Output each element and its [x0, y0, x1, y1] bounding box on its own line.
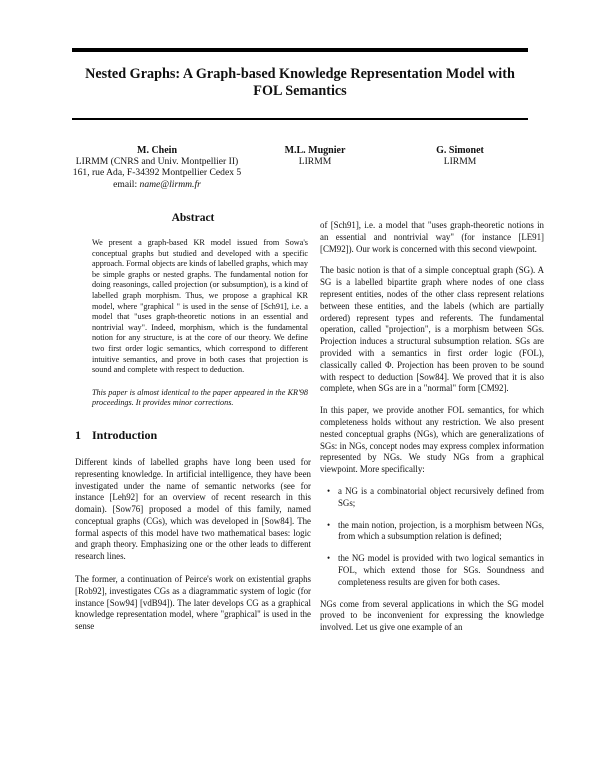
list-item	[320, 486, 544, 510]
list-item-text: a NG is a combinatorial object recursively defined from SGs;	[338, 485, 544, 508]
proceedings-note: This paper is almost identical to the paper appeared in the KR'98 proceedings. It provides minor corrections.	[92, 387, 308, 408]
author-name: M. Chein	[137, 145, 177, 156]
list-item-text: the NG model is provided with two logical semantics in FOL, which extend those for SGs. Soundness and completeness results are given for both cases.	[338, 553, 544, 587]
author-name: M.L. Mugnier	[284, 145, 346, 156]
author-block-chein	[72, 145, 242, 190]
author-affiliation: LIRMM (CNRS and Univ. Montpellier II)	[75, 156, 239, 168]
author-address: 161, rue Ada, F-34392 Montpellier Cedex 5	[72, 167, 242, 179]
section-number: 1	[75, 427, 81, 442]
section-heading-introduction	[75, 428, 311, 443]
contribution-list	[320, 486, 544, 589]
body-paragraph-2: The basic notion is that of a simple conceptual graph (SG). A SG is a labelled bipartite graph where nodes of one class represent entities, nodes of the other class represent relations between these entities, and the labels (which are partially ordered) represent types and referents. The fundamental operation, called "projection", is a morphism between SGs. Projection induces a structural subsumption relation. SGs are provided with a semantics in first order logic (FOL), classically called Φ. Projection has been proven to be sound with respect to deduction [Sow84]. We proved that it is also complete, when SGs are in a "normal" form [CM92].	[320, 265, 544, 394]
bullet-icon: •	[327, 553, 331, 564]
list-item	[320, 553, 544, 588]
intro-paragraph-2: The former, a continuation of Peirce's work on existential graphs [Rob92], investigates CGs as a diagrammatic system of logic (for instance [Sow94] [vdB94]). The later develops CG as a graphical knowledge representation model, where "graphical" is used in the sense	[75, 574, 311, 632]
list-item	[320, 520, 544, 544]
body-paragraph-4: NGs come from several applications in which the SG model proved to be inconvenient for expressing the knowledge involved. Let us give one example of an	[320, 598, 544, 633]
email-label: email:	[113, 178, 138, 190]
author-affiliation: LIRMM	[298, 156, 332, 168]
author-name: G. Simonet	[436, 145, 484, 156]
body-paragraph-3: In this paper, we provide another FOL semantics, for which completeness holds without any restriction. We also present nested conceptual graphs (NGs), which are generalizations of SGs: in NGs, concept nodes may express complex information represented by NGs. We study NGs from a graphical viewpoint. More specifically:	[320, 405, 544, 475]
top-rule	[72, 48, 528, 52]
abstract-text: We present a graph-based KR model issued from Sowa's conceptual graphs but studied and developed with a specific approach. Formal objects are kinds of labelled graphs, which may be simple graphs or nested graphs. The fundamental notion for doing reasonings, called projection (or subsumption), is a kind of labelled graph morphism. Thus, we propose a graphical KR model, where "graphical " is used in the sense of [Sch91], i.e. a model that "uses graph-theoretic notions in an essential and nontrivial way". Indeed, morphism, which is the fundamental notion for any structure, is at the core of our theory. We define two first order logic semantics, which correspond to different intuitive semantics, and prove in both cases that projection is sound and complete with respect to deduction.	[92, 238, 308, 375]
intro-paragraph-1: Different kinds of labelled graphs have long been used for representing knowledge. In artificial intelligence, they have been investigated under the name of semantic networks (see for instance [Leh92] for an overview of recent research in this domain). [Sow76] proposed a model of this family, named conceptual graphs (CGs), which was developed in [Sow84]. The formal aspects of this model have two mathematical bases: logic and graph theory. Emphasizing one or the other leads to different research lines.	[75, 456, 311, 562]
bullet-icon: •	[327, 519, 331, 530]
email-address: name@lirmm.fr	[139, 178, 201, 190]
abstract-heading: Abstract	[171, 212, 215, 224]
list-item-text: the main notion, projection, is a morphism between NGs, from which a subsumption relation is defined;	[338, 519, 544, 542]
left-column	[75, 212, 311, 644]
author-block-mugnier	[250, 145, 380, 167]
section-title: Introduction	[92, 427, 158, 442]
author-block-simonet	[390, 145, 530, 167]
author-email	[72, 179, 242, 190]
paper-title: Nested Graphs: A Graph-based Knowledge Representation Model with FOL Semantics	[85, 66, 515, 99]
body-paragraph-1: of [Sch91], i.e. a model that "uses graph-theoretic notions in an essential and nontrivial way" (for instance [LE91] [CM92]). Our work is concerned with this second viewpoint.	[320, 220, 544, 254]
bullet-icon: •	[327, 485, 331, 496]
right-column	[320, 220, 544, 644]
author-affiliation: LIRMM	[443, 156, 477, 168]
title-bottom-rule	[72, 118, 528, 120]
